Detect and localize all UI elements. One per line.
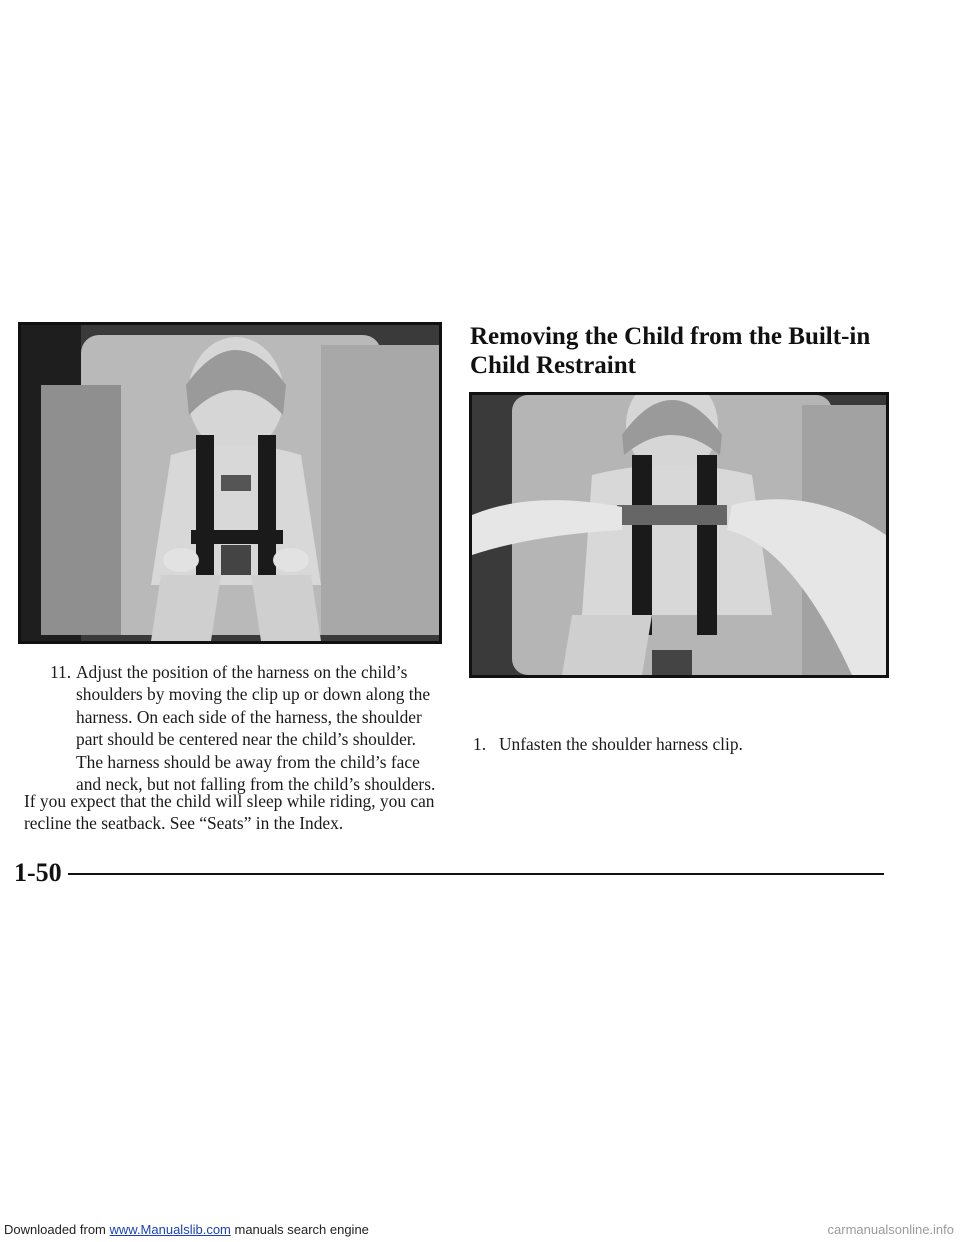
step-line: The harness should be away from the child’s face bbox=[76, 751, 420, 772]
child-harness-illustration bbox=[18, 322, 442, 644]
step-line: and neck, but not falling from the child’s shoulders. bbox=[76, 774, 436, 795]
watermark: carmanualsonline.info bbox=[827, 1222, 954, 1237]
manualslib-link[interactable]: www.Manualslib.com bbox=[109, 1222, 231, 1237]
footer-prefix: Downloaded from bbox=[4, 1222, 110, 1237]
footer-suffix: manuals search engine bbox=[230, 1222, 369, 1237]
step-line: harness. On each side of the harness, the shoulder bbox=[76, 706, 422, 727]
step-number: 1. bbox=[473, 734, 487, 754]
step-text: Unfasten the shoulder harness clip. bbox=[499, 734, 743, 754]
footer-rule bbox=[68, 873, 884, 875]
step-text bbox=[76, 661, 435, 795]
step-1 bbox=[473, 733, 873, 759]
step-number: 11. bbox=[50, 662, 72, 682]
download-footer bbox=[4, 1222, 369, 1238]
unfasten-clip-illustration bbox=[469, 392, 889, 678]
section-heading: Removing the Child from the Built-in Child Restraint bbox=[470, 323, 871, 379]
step-line: shoulders by moving the clip up or down along the bbox=[76, 684, 431, 705]
step-line: part should be centered near the child’s shoulder. bbox=[76, 729, 416, 750]
step-line: Adjust the position of the harness on the child’s bbox=[76, 662, 408, 682]
step-11 bbox=[50, 661, 445, 795]
sleep-recline-paragraph: If you expect that the child will sleep while riding, you can recline the seatback. See “Seats” in the Index. bbox=[24, 791, 435, 834]
child-seat-drawing bbox=[21, 325, 439, 641]
harness-clip-drawing bbox=[472, 395, 886, 675]
page-number: 1-50 bbox=[14, 858, 62, 887]
